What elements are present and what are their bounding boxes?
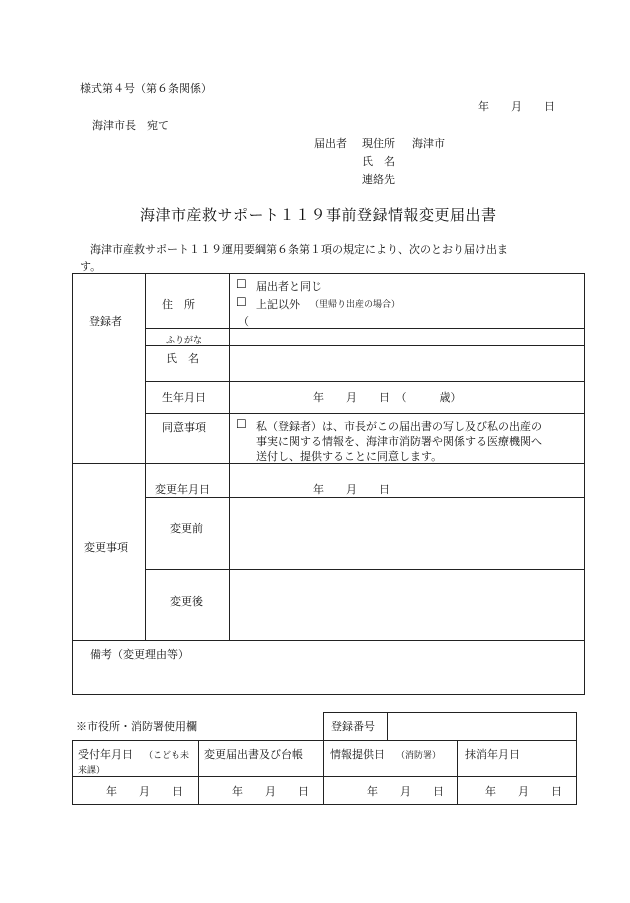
- info-provided-note: （消防署）: [396, 751, 442, 761]
- change-date-value: 年 月 日: [313, 483, 390, 496]
- applicant-label: 届出者: [314, 137, 347, 150]
- form-number: 様式第４号（第６条関係）: [80, 82, 212, 95]
- after-change-label: 変更後: [170, 595, 203, 608]
- office-use-title: ※市役所・消防署使用欄: [76, 720, 197, 733]
- consent-text-line3: 送付し、提供することに同意します。: [256, 450, 443, 463]
- furigana-label: ふりがな: [166, 336, 203, 346]
- before-change-label: 変更前: [170, 522, 203, 535]
- change-section-label: 変更事項: [84, 541, 128, 554]
- contact-label: 連絡先: [362, 173, 395, 186]
- other-address-checkbox[interactable]: ☐: [236, 295, 247, 309]
- submission-date: 年 月 日: [478, 100, 555, 113]
- ledger-label: 変更届出書及び台帳: [204, 748, 303, 761]
- intro-text-line2: す。: [80, 260, 102, 273]
- document-title: 海津市産救サポート１１９事前登録情報変更届出書: [140, 206, 497, 224]
- receipt-date-note-a: （こども未: [144, 751, 190, 761]
- birth-row-label: 生年月日: [162, 391, 206, 404]
- same-as-applicant-label: 届出者と同じ: [256, 280, 322, 293]
- registrant-section-label: 登録者: [89, 315, 122, 328]
- address-paren: （: [238, 315, 249, 328]
- intro-text-line1: 海津市産救サポート１１９運用要綱第６条第１項の規定により、次のとおり届け出ま: [90, 243, 508, 256]
- name-row-label: 氏 名: [166, 352, 199, 365]
- info-provided-label: 情報提供日: [330, 748, 385, 761]
- consent-text-line2: 事実に関する情報を、海津市消防署や関係する医療機関へ: [256, 435, 542, 448]
- receipt-date-label: 受付年月日: [78, 748, 133, 761]
- consent-checkbox[interactable]: ☐: [236, 417, 247, 431]
- other-address-label: 上記以外: [256, 298, 300, 311]
- receipt-date-value: 年 月 日: [106, 785, 183, 798]
- consent-text-line1: 私（登録者）は、市長がこの届出書の写し及び私の出産の: [256, 420, 542, 433]
- deletion-date-label: 抹消年月日: [465, 748, 520, 761]
- address-label: 現住所: [362, 137, 395, 150]
- applicant-name-label: 氏 名: [362, 155, 395, 168]
- addressee: 海津市長 宛て: [92, 119, 169, 132]
- consent-row-label: 同意事項: [162, 421, 206, 434]
- other-address-note: （里帰り出産の場合）: [310, 300, 401, 310]
- address-row-label: 住 所: [162, 298, 195, 311]
- birth-date-value: 年 月 日 （ 歳）: [313, 391, 462, 404]
- change-date-label: 変更年月日: [155, 483, 210, 496]
- info-provided-date-value: 年 月 日: [367, 785, 444, 798]
- ledger-date-value: 年 月 日: [232, 785, 309, 798]
- remarks-label: 備考（変更理由等）: [90, 648, 189, 661]
- registration-number-label: 登録番号: [331, 720, 375, 733]
- receipt-date-note-b: 来課）: [78, 766, 106, 776]
- deletion-date-value: 年 月 日: [485, 785, 562, 798]
- same-as-applicant-checkbox[interactable]: ☐: [236, 277, 247, 291]
- address-city: 海津市: [412, 137, 445, 150]
